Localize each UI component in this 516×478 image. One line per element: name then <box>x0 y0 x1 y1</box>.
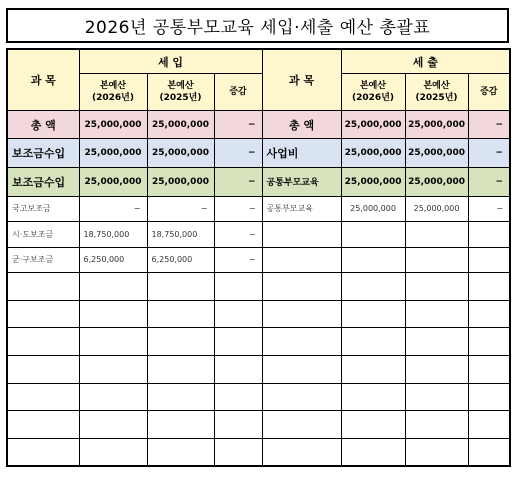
income-change-value: − <box>214 110 262 139</box>
table-row-empty <box>7 356 510 384</box>
income-current-value: 25,000,000 <box>79 168 147 197</box>
expense-item-name: 총 액 <box>262 110 341 139</box>
income-current-value: 6,250,000 <box>79 247 147 273</box>
expense-header: 세 출 <box>341 49 510 74</box>
income-change-value: − <box>214 139 262 168</box>
table-row-detail <box>7 222 510 248</box>
expense-item-name: 사업비 <box>262 139 341 168</box>
expense-current-budget-header: 본예산 (2026년) <box>341 74 405 111</box>
expense-change-value: − <box>468 110 510 139</box>
income-item-name: 국고보조금 <box>7 196 79 222</box>
income-prior-value: 25,000,000 <box>147 110 214 139</box>
income-item-name: 시·도보조금 <box>7 222 79 248</box>
expense-change-value <box>468 222 510 248</box>
income-change-value: − <box>214 196 262 222</box>
table-row-empty <box>7 328 510 356</box>
header-row-1 <box>7 49 510 74</box>
income-item-name: 보조금수입 <box>7 168 79 197</box>
budget-summary-table <box>6 48 511 467</box>
income-change-value: − <box>214 222 262 248</box>
expense-prior-value: 25,000,000 <box>405 110 468 139</box>
expense-item-name <box>262 247 341 273</box>
expense-current-value: 25,000,000 <box>341 168 405 197</box>
income-prior-value: 6,250,000 <box>147 247 214 273</box>
table-row-detail <box>7 247 510 273</box>
table-row-empty <box>7 411 510 439</box>
expense-item-name: 공통부모교육 <box>262 168 341 197</box>
income-item-name: 보조금수입 <box>7 139 79 168</box>
income-item-name: 총 액 <box>7 110 79 139</box>
income-item-name: 군·구보조금 <box>7 247 79 273</box>
income-current-budget-header: 본예산 (2026년) <box>79 74 147 111</box>
expense-change-header: 증감 <box>468 74 510 111</box>
expense-item-name <box>262 222 341 248</box>
header-row-2 <box>7 74 510 111</box>
expense-prior-budget-header: 본예산 (2025년) <box>405 74 468 111</box>
income-subject-header: 과 목 <box>7 49 79 110</box>
income-prior-value: 18,750,000 <box>147 222 214 248</box>
income-current-value: − <box>79 196 147 222</box>
income-header: 세 입 <box>79 49 262 74</box>
expense-prior-value: 25,000,000 <box>405 139 468 168</box>
table-row-subsidy <box>7 139 510 168</box>
table-row-empty <box>7 438 510 466</box>
income-prior-value: − <box>147 196 214 222</box>
expense-current-value: 25,000,000 <box>341 110 405 139</box>
table-row-empty <box>7 273 510 301</box>
table-row-total <box>7 110 510 139</box>
income-current-value: 25,000,000 <box>79 139 147 168</box>
expense-subject-header: 과 목 <box>262 49 341 110</box>
expense-current-value <box>341 222 405 248</box>
income-prior-value: 25,000,000 <box>147 168 214 197</box>
income-change-header: 증감 <box>214 74 262 111</box>
table-row-empty <box>7 383 510 411</box>
page-title: 2026년 공통부모교육 세입·세출 예산 총괄표 <box>6 8 509 43</box>
expense-change-value <box>468 247 510 273</box>
expense-item-name: 공통부모교육 <box>262 196 341 222</box>
expense-current-value: 25,000,000 <box>341 196 405 222</box>
expense-prior-value: 25,000,000 <box>405 196 468 222</box>
expense-prior-value <box>405 247 468 273</box>
table-row-group <box>7 168 510 197</box>
income-current-value: 25,000,000 <box>79 110 147 139</box>
income-current-value: 18,750,000 <box>79 222 147 248</box>
expense-current-value: 25,000,000 <box>341 139 405 168</box>
expense-change-value: − <box>468 168 510 197</box>
table-row-detail <box>7 196 510 222</box>
expense-change-value: − <box>468 196 510 222</box>
expense-current-value <box>341 247 405 273</box>
income-prior-budget-header: 본예산 (2025년) <box>147 74 214 111</box>
expense-prior-value: 25,000,000 <box>405 168 468 197</box>
income-change-value: − <box>214 247 262 273</box>
table-row-empty <box>7 300 510 328</box>
income-prior-value: 25,000,000 <box>147 139 214 168</box>
income-change-value: − <box>214 168 262 197</box>
expense-prior-value <box>405 222 468 248</box>
expense-change-value: − <box>468 139 510 168</box>
